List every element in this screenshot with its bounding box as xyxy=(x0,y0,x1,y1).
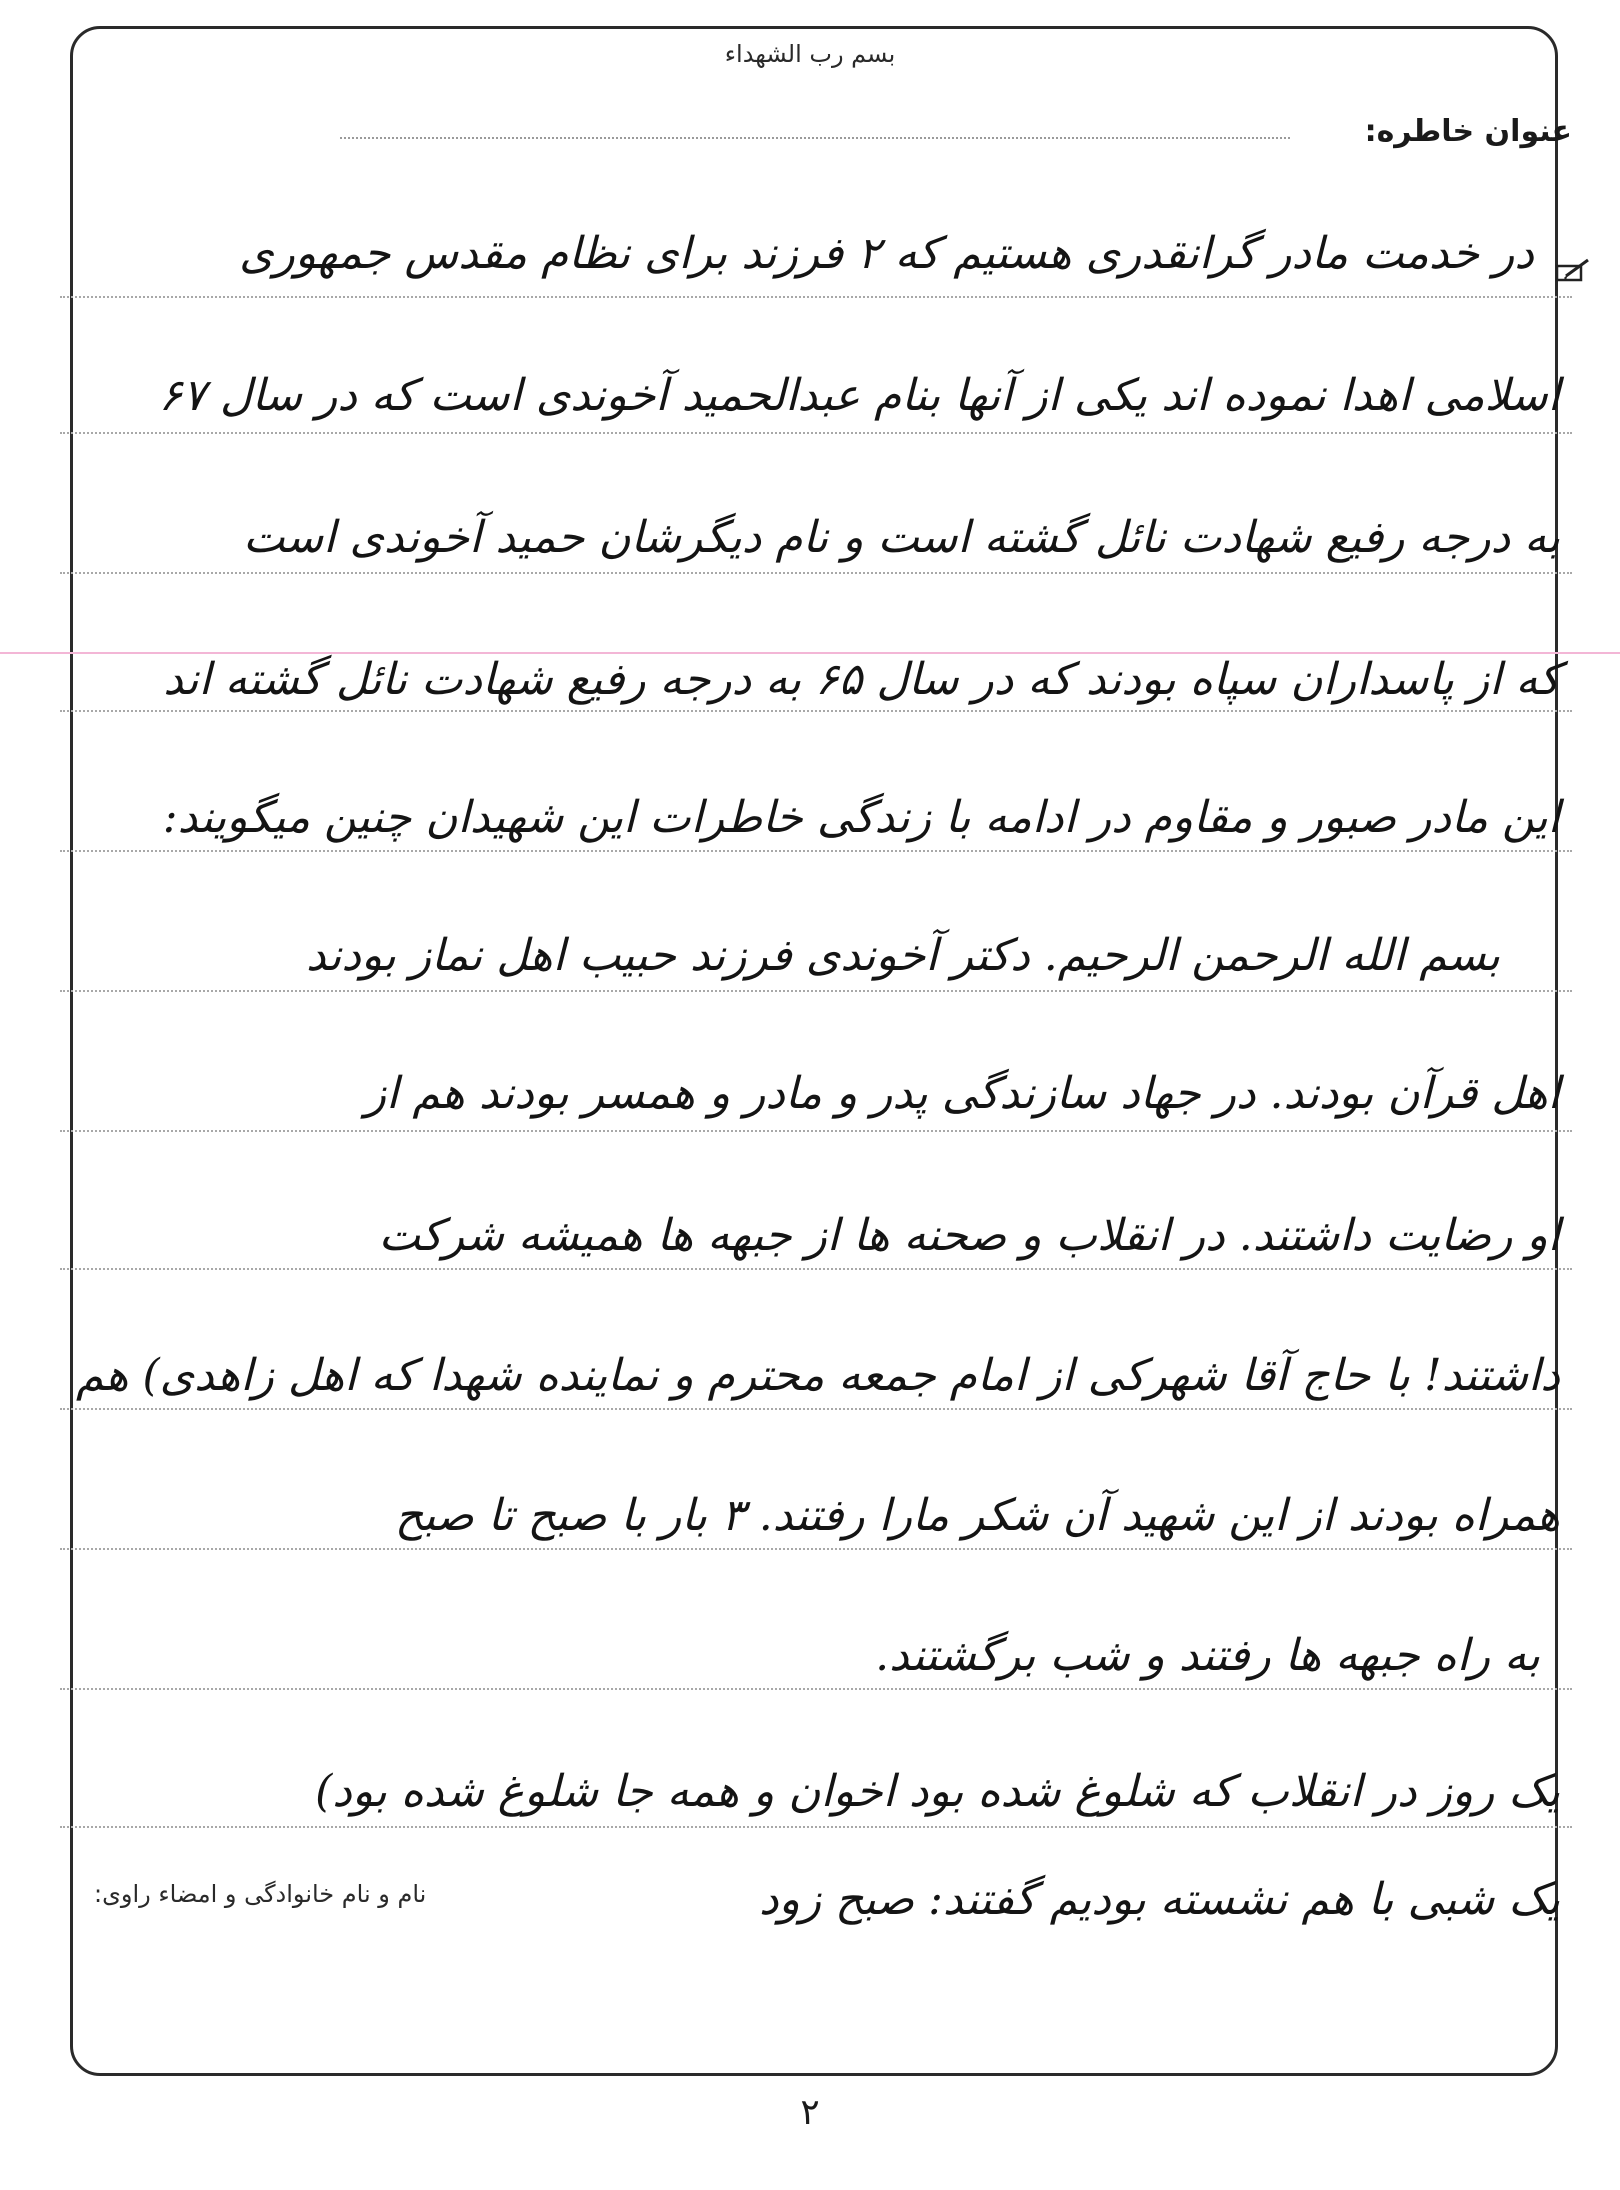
ruled-line xyxy=(60,1688,1572,1690)
memory-title-label: عنوان خاطره: xyxy=(1364,114,1572,149)
ruled-line xyxy=(60,990,1572,992)
ruled-line xyxy=(60,850,1572,852)
handwriting-line: همراه بودند از این شهید آن شکر مارا رفتند. ۳ بار با صبح تا صبح xyxy=(394,1490,1560,1541)
handwriting-line: او رضایت داشتند. در انقلاب و صحنه ها از جبهه ها همیشه شرکت xyxy=(378,1210,1560,1261)
handwriting-line: این مادر صبور و مقاوم در ادامه با زندگی خاطرات این شهیدان چنین میگویند: xyxy=(162,792,1560,843)
ruled-line xyxy=(60,572,1572,574)
handwriting-line: یک روز در انقلاب که شلوغ شده بود اخوان و همه جا شلوغ شده بود) xyxy=(315,1766,1560,1817)
handwriting-line: به درجه رفیع شهادت نائل گشته است و نام دیگرشان حمید آخوندی است xyxy=(243,512,1560,563)
narrator-signature-label: نام و نام خانوادگی و امضاء راوی: xyxy=(94,1880,427,1908)
ruled-line xyxy=(60,1268,1572,1270)
handwriting-line: یک شبی با هم نشسته بودیم گفتند: صبح زود xyxy=(758,1874,1560,1925)
handwriting-line: به راه جبهه ها رفتند و شب برگشتند. xyxy=(875,1630,1540,1681)
handwriting-line: که از پاسداران سپاه بودند که در سال ۶۵ به درجه رفیع شهادت نائل گشته اند xyxy=(163,654,1560,705)
pen-icon xyxy=(1554,256,1592,286)
handwriting-line: اسلامی اهدا نموده اند یکی از آنها بنام عبدالحمید آخوندی است که در سال ۶۷ xyxy=(158,370,1560,421)
page-header-title: بسم رب الشهداء xyxy=(724,40,896,68)
ruled-line xyxy=(60,432,1572,434)
ruled-line xyxy=(60,1548,1572,1550)
ruled-line xyxy=(60,1408,1572,1410)
handwriting-line: در خدمت مادر گرانقدری هستیم که ۲ فرزند برای نظام مقدس جمهوری xyxy=(239,228,1534,279)
handwriting-line: بسم الله الرحمن الرحیم. دکتر آخوندی فرزند حبیب اهل نماز بودند xyxy=(305,930,1500,981)
handwriting-line: داشتند! با حاج آقا شهرکی از امام جمعه محترم و نماینده شهدا که اهل زاهدی) هم xyxy=(76,1350,1560,1401)
page-number: ۲ xyxy=(800,2092,820,2133)
ruled-line xyxy=(60,1130,1572,1132)
handwriting-line: اهل قرآن بودند. در جهاد سازندگی پدر و مادر و همسر بودند هم از xyxy=(364,1068,1560,1119)
ruled-line xyxy=(60,1826,1572,1828)
memory-title-dotted-field xyxy=(340,137,1290,139)
ruled-line xyxy=(60,296,1572,298)
ruled-line xyxy=(60,710,1572,712)
